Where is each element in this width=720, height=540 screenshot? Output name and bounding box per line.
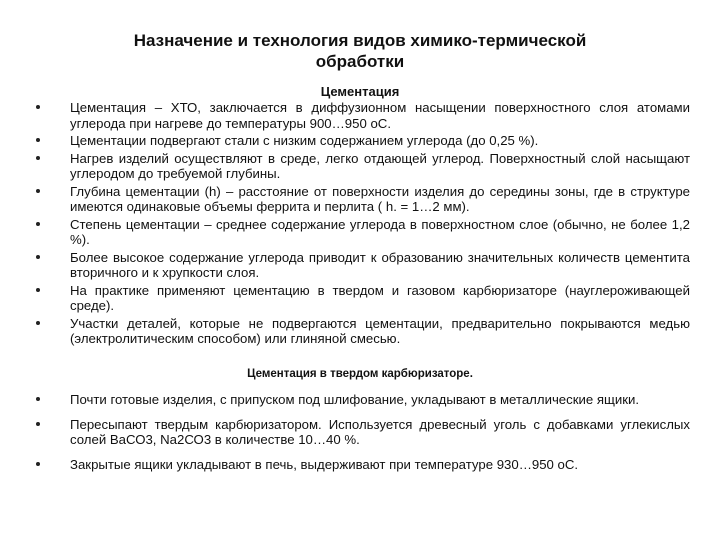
page-title <box>60 30 660 72</box>
bullet-icon <box>36 462 40 466</box>
list-item <box>0 133 720 149</box>
list-item-text: Степень цементации – среднее содержание углерода в поверхностном слое (обычно, не более 1,2 %). <box>70 216 690 247</box>
list-item <box>0 151 720 182</box>
list-item <box>0 100 720 131</box>
list-item-text: Закрытые ящики укладывают в печь, выдерживают при температуре 930…950 оС. <box>70 456 579 472</box>
list-item-text: Глубина цементации (h) – расстояние от поверхности изделия до середины зоны, где в структуре имеются одинаковые объемы феррита и перлита ( h. = 1…2 мм). <box>70 183 690 214</box>
list-item <box>0 283 720 314</box>
bullet-icon <box>36 321 40 325</box>
solid-carburizer-bullet-list <box>0 392 720 481</box>
bullet-icon <box>36 255 40 259</box>
bullet-icon <box>36 288 40 292</box>
list-item <box>0 316 720 347</box>
list-item <box>0 392 720 408</box>
list-item-text: Нагрев изделий осуществляют в среде, легко отдающей углерод. Поверхностный слой насыщают углеродом до требуемой глубины. <box>70 150 690 181</box>
cementation-bullet-list <box>0 100 720 349</box>
list-item <box>0 417 720 448</box>
list-item-text: Почти готовые изделия, с припуском под шлифование, укладывают в металлические ящики. <box>70 392 640 407</box>
list-item-text: Цементации подвергают стали с низким содержанием углерода (до 0,25 %). <box>70 133 539 148</box>
section-heading-solid-carburizer: Цементация в твердом карбюризаторе. <box>247 368 473 380</box>
list-item-text: Цементация – ХТО, заключается в диффузионном насыщении поверхностного слоя атомами углерода при нагреве до температуры 900…950 оС. <box>70 100 690 131</box>
list-item-text: Участки деталей, которые не подвергаются цементации, предварительно покрываются медью (электролитическим способом) или глиняной смесью. <box>70 315 690 346</box>
bullet-icon <box>36 422 40 426</box>
list-item <box>0 250 720 281</box>
bullet-icon <box>36 156 40 160</box>
list-item-text: Пересыпают твердым карбюризатором. Используется древесный уголь с добавками углекислых солей ВаСО3, Nа2СО3 в количестве 10…40 %. <box>70 416 690 447</box>
section-heading-cementation: Цементация <box>320 84 400 99</box>
bullet-icon <box>36 397 40 401</box>
title-line-1: Назначение и технология видов химико-термической <box>133 31 587 50</box>
bullet-icon <box>36 138 40 142</box>
bullet-icon <box>36 189 40 193</box>
list-item-text: Более высокое содержание углерода приводит к образованию значительных количеств цементита вторичного и к хрупкости слоя. <box>70 249 690 280</box>
bullet-icon <box>36 105 40 109</box>
list-item <box>0 184 720 215</box>
bullet-icon <box>36 222 40 226</box>
list-item <box>0 457 720 473</box>
title-line-2: обработки <box>315 52 405 71</box>
list-item-text: На практике применяют цементацию в твердом и газовом карбюризаторе (науглероживающей среде). <box>70 282 690 313</box>
list-item <box>0 217 720 248</box>
